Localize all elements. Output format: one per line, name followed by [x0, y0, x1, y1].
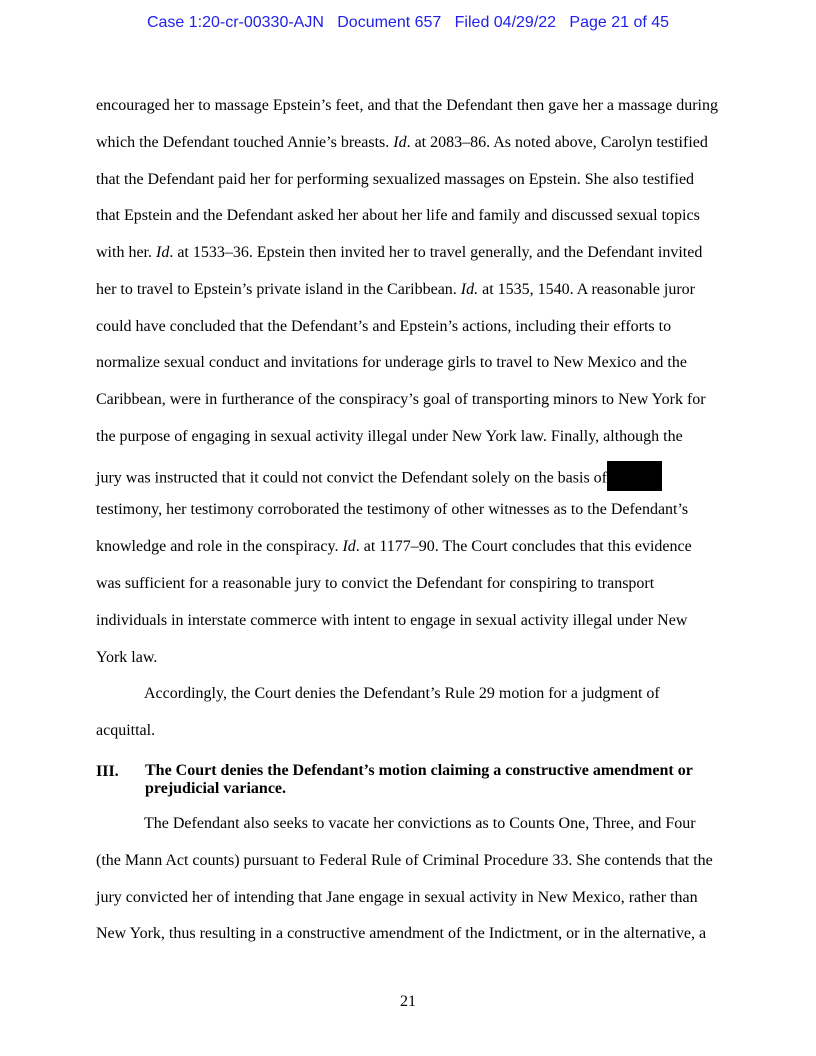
page-of: Page 21 of 45	[569, 14, 670, 31]
text-line: the purpose of engaging in sexual activity illegal under New York law. Finally, although the	[96, 428, 683, 445]
case-number: Case 1:20-cr-00330-AJN	[146, 14, 324, 31]
text-line: encouraged her to massage Epstein’s feet, and that the Defendant then gave her a massage during	[96, 97, 718, 114]
section-heading: prejudicial variance.	[145, 780, 287, 797]
text-segment: at 1535, 1540. A reasonable juror	[478, 281, 695, 298]
text-segment: her to travel to Epstein’s private island in the Caribbean.	[96, 281, 461, 298]
text-line: York law.	[96, 649, 158, 666]
text-line: that Epstein and the Defendant asked her about her life and family and discussed sexual topics	[96, 207, 700, 224]
citation-id: Id.	[460, 281, 479, 298]
text-line: testimony, her testimony corroborated the testimony of other witnesses as to the Defendant’s	[96, 501, 689, 518]
citation-id: Id	[342, 538, 356, 555]
text-line: jury convicted her of intending that Jane engage in sexual activity in New Mexico, rather than	[96, 889, 698, 906]
text-line: was sufficient for a reasonable jury to convict the Defendant for conspiring to transport	[96, 575, 655, 592]
text-line: (the Mann Act counts) pursuant to Federal Rule of Criminal Procedure 33. She contends that the	[96, 852, 713, 869]
text-segment: which the Defendant touched Annie’s breasts.	[96, 134, 394, 151]
text-line: normalize sexual conduct and invitations for underage girls to travel to New Mexico and the	[96, 354, 687, 371]
page-number: 21	[400, 993, 416, 1010]
section-heading: The Court denies the Defendant’s motion claiming a constructive amendment or	[145, 762, 693, 779]
text-line: acquittal.	[96, 722, 156, 739]
text-segment: jury was instructed that it could not convict the Defendant solely on the basis of	[96, 469, 607, 487]
text-line: The Defendant also seeks to vacate her convictions as to Counts One, Three, and Four	[144, 815, 696, 832]
case-header	[0, 14, 816, 32]
text-line: could have concluded that the Defendant’s and Epstein’s actions, including their efforts to	[96, 318, 672, 335]
text-line	[96, 133, 708, 153]
text-segment: with her.	[96, 244, 156, 261]
text-line	[96, 537, 692, 557]
section-number: III.	[96, 763, 119, 780]
text-line	[96, 464, 662, 494]
text-line: individuals in interstate commerce with intent to engage in sexual activity illegal under New	[96, 612, 688, 629]
text-line: Accordingly, the Court denies the Defendant’s Rule 29 motion for a judgment of	[144, 685, 660, 702]
filed-date: Filed 04/29/22	[454, 14, 557, 31]
citation-id: Id	[156, 244, 170, 261]
text-line: Caribbean, were in furtherance of the conspiracy’s goal of transporting minors to New York for	[96, 391, 706, 408]
citation-id: Id	[393, 134, 407, 151]
text-segment: knowledge and role in the conspiracy.	[96, 538, 343, 555]
text-segment: . at 2083–86. As noted above, Carolyn testified	[406, 134, 708, 151]
text-segment: . at 1533–36. Epstein then invited her to travel generally, and the Defendant invited	[169, 244, 703, 261]
document-number: Document 657	[337, 14, 442, 31]
text-line	[96, 243, 702, 263]
text-line: that the Defendant paid her for performing sexualized massages on Epstein. She also testified	[96, 171, 695, 188]
text-segment: . at 1177–90. The Court concludes that this evidence	[355, 538, 692, 555]
redaction-box	[607, 461, 662, 491]
text-line	[96, 280, 695, 300]
text-line: New York, thus resulting in a constructive amendment of the Indictment, or in the alternative, a	[96, 925, 707, 942]
